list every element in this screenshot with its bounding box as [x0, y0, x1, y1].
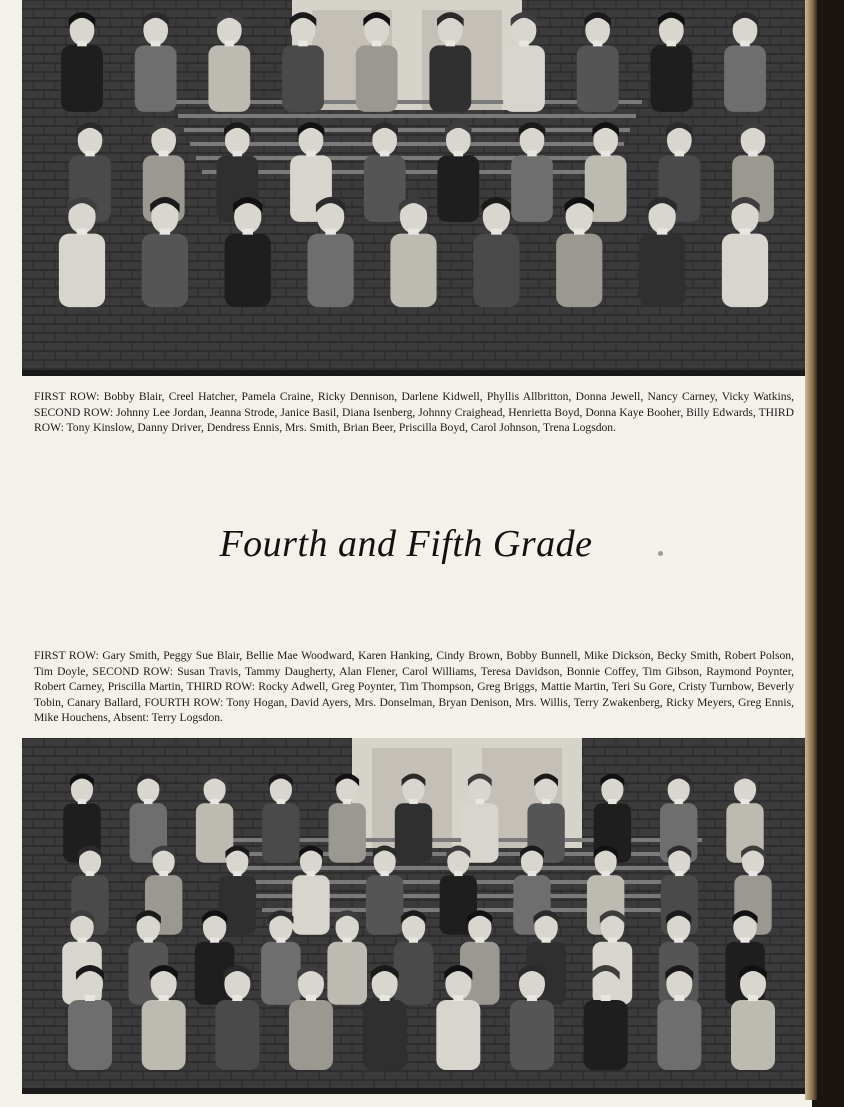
- caption-bottom: FIRST ROW: Gary Smith, Peggy Sue Blair, Bellie Mae Woodward, Karen Hanking, Cindy Brown, Bobby Bunnell, Mike Dickson, Becky Smith, Robert Polson, Tim Doyle, SECOND ROW: Susan Travis, Tammy Daugherty, Alan Flener, Carol Williams, Teresa Davidson, Bonnie Coffey, Tim Gibson, Raymond Poynter, Robert Carney, Priscilla Martin, THIRD ROW: Rocky Adwell, Greg Poynter, Tim Thompson, Greg Briggs, Mattie Martin, Teri Su Gore, Cristy Turnbow, Beverly Tobin, Canary Ballard, FOURTH ROW: Tony Hogan, David Ayers, Mrs. Donselman, Bryan Denison, Mrs. Willis, Terry Zwakenberg, Ricky Meyers, Greg Ennis, Mike Houchens, Absent: Terry Logsdon.: [34, 649, 794, 725]
- print-speck: [658, 551, 663, 556]
- page-title: Fourth and Fifth Grade: [219, 523, 593, 565]
- class-photo-top: [22, 0, 805, 376]
- page-edge: [805, 0, 817, 1100]
- class-photo-bottom: [22, 738, 805, 1094]
- class-photo-bottom-image: [22, 738, 805, 1094]
- caption-top: FIRST ROW: Bobby Blair, Creel Hatcher, Pamela Craine, Ricky Dennison, Darlene Kidwell, Phyllis Allbritton, Donna Jewell, Nancy Carney, Vicky Watkins, SECOND ROW: Johnny Lee Jordan, Jeanna Strode, Janice Basil, Diana Isenberg, Johnny Craighead, Henrietta Boyd, Donna Kaye Booher, Billy Edwards, THIRD ROW: Tony Kinslow, Danny Driver, Dendress Ennis, Mrs. Smith, Brian Beer, Priscilla Boyd, Carol Johnson, Trena Logsdon.: [34, 390, 794, 435]
- class-photo-top-image: [22, 0, 805, 376]
